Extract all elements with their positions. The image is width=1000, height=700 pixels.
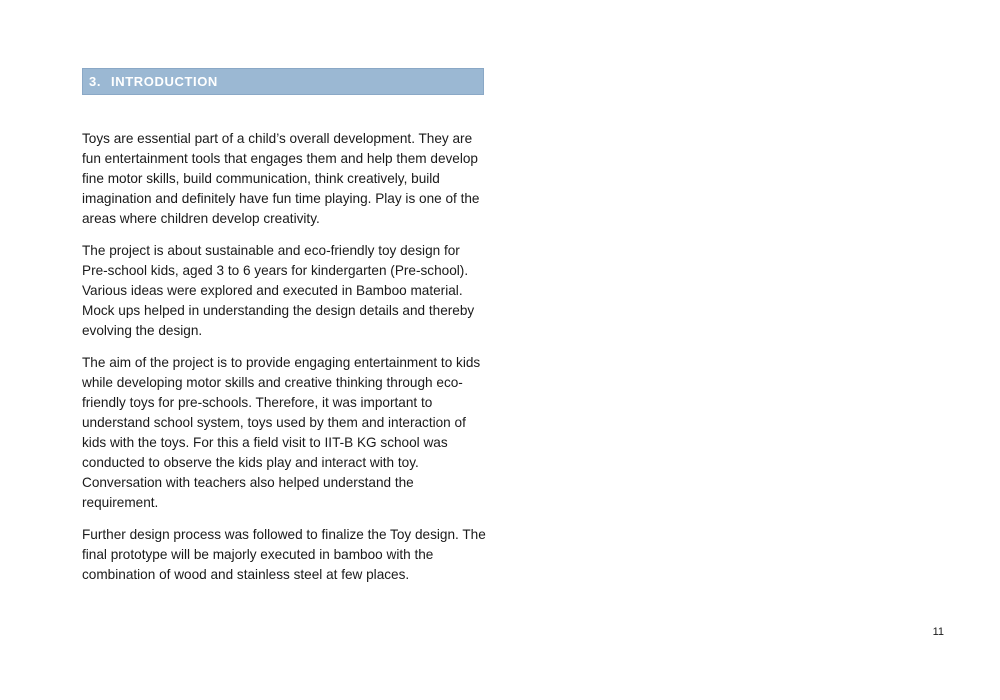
section-number: 3. [89, 74, 102, 89]
section-title: INTRODUCTION [111, 74, 218, 89]
body-text [82, 129, 487, 597]
section-heading [82, 68, 484, 95]
paragraph: The aim of the project is to provide engaging entertainment to kids while developing motor skills and creative thinking through eco-friendly toys for pre-schools. Therefore, it was important to understand school system, toys used by them and interaction of kids with the toys. For this a field visit to IIT-B KG school was conducted to observe the kids play and interact with toy. Conversation with teachers also helped understand the requirement. [82, 355, 481, 510]
paragraph: Further design process was followed to finalize the Toy design. The final prototype will be majorly executed in bamboo with the combination of wood and stainless steel at few places. [82, 527, 486, 582]
paragraph: Toys are essential part of a child’s overall development. They are fun entertainment tools that engages them and help them develop fine motor skills, build communication, think creatively, build imagination and definitely have fun time playing. Play is one of the areas where children develop creativity. [82, 131, 480, 226]
paragraph: The project is about sustainable and eco-friendly toy design for Pre-school kids, aged 3 to 6 years for kindergarten (Pre-school). Various ideas were explored and executed in Bamboo material. Mock ups helped in understanding the design details and thereby evolving the design. [82, 243, 475, 338]
page-number: 11 [932, 626, 944, 638]
